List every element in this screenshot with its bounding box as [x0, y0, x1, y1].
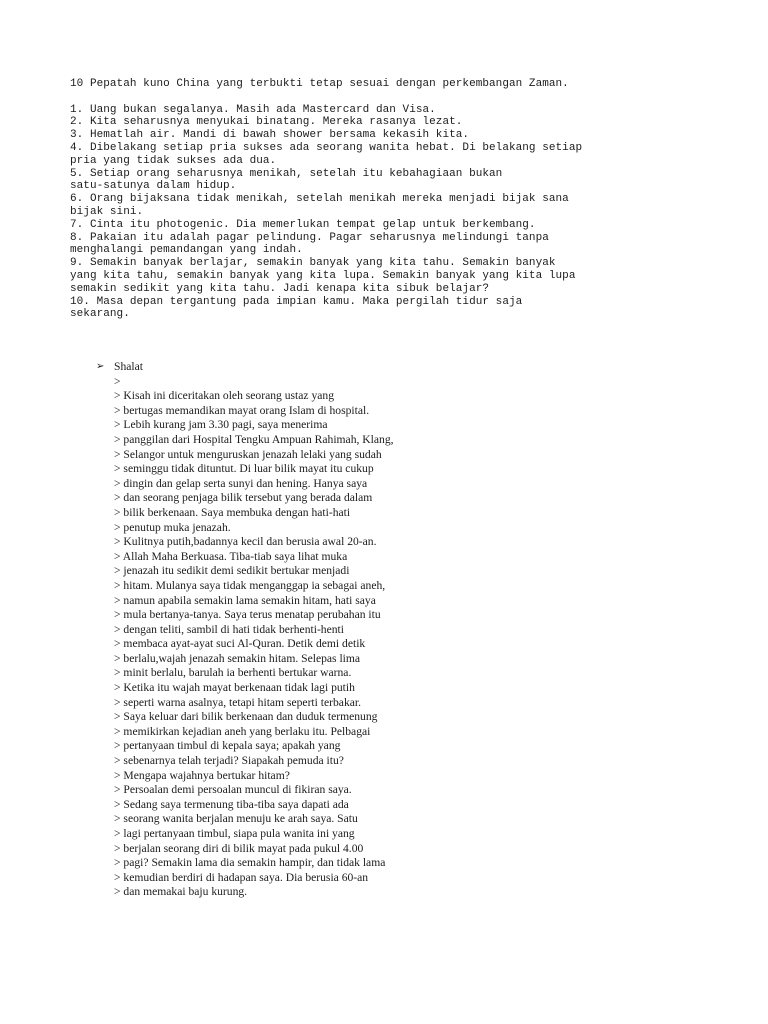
story-line: > mula bertanya-tanya. Saya terus menatap perubahan itu — [114, 608, 381, 622]
story-line: > hitam. Mulanya saya tidak menganggap ia sebagai aneh, — [114, 578, 386, 592]
story-text — [114, 375, 696, 900]
story-line: > dingin dan gelap serta sunyi dan hening. Hanya saya — [114, 476, 368, 490]
story-line: > Persoalan demi persoalan muncul di fikiran saya. — [114, 783, 352, 797]
story-line: > Allah Maha Berkuasa. Tiba-tiab saya lihat muka — [114, 549, 348, 563]
list-line: 1. Uang bukan segalanya. Masih ada Mastercard dan Visa. — [70, 103, 436, 116]
list-line: 8. Pakaian itu adalah pagar pelindung. Pagar seharusnya melindungi tanpa — [70, 231, 549, 244]
story-line: > berjalan seorang diri di bilik mayat pada pukul 4.00 — [114, 841, 364, 855]
story-line: > dan seorang penjaga bilik tersebut yang berada dalam — [114, 491, 373, 505]
story-line: > Mengapa wajahnya bertukar hitam? — [114, 768, 290, 782]
list-line: 5. Setiap orang seharusnya menikah, setelah itu kebahagiaan bukan — [70, 167, 503, 180]
story-line: > penutup muka jenazah. — [114, 520, 231, 534]
story-line: > panggilan dari Hospital Tengku Ampuan Rahimah, Klang, — [114, 432, 394, 446]
list-line: 4. Dibelakang setiap pria sukses ada seorang wanita hebat. Di belakang setiap — [70, 141, 583, 154]
list-line: menghalangi pemandangan yang indah. — [70, 244, 303, 257]
story-line: > jenazah itu sedikit demi sedikit bertukar menjadi — [114, 564, 350, 578]
proverbs-list — [70, 104, 710, 322]
story-line: > Selangor untuk menguruskan jenazah lelaki yang sudah — [114, 447, 382, 461]
list-line: bijak sini. — [70, 205, 144, 218]
story-line: > seorang wanita berjalan menuju ke arah saya. Satu — [114, 812, 358, 826]
story-line: > minit berlalu, barulah ia berhenti bertukar warna. — [114, 666, 352, 680]
proverbs-title: 10 Pepatah kuno China yang terbukti tetap sesuai dengan perkembangan Zaman. — [70, 78, 569, 90]
arrow-bullet-icon: ➢ — [96, 361, 105, 372]
list-line: 2. Kita seharusnya menyukai binatang. Mereka rasanya lezat. — [70, 116, 463, 129]
story-line: > Kisah ini diceritakan oleh seorang ustaz yang — [114, 389, 334, 403]
story-line: > bertugas memandikan mayat orang Islam di hospital. — [114, 403, 370, 417]
bullet-heading: Shalat — [114, 360, 143, 373]
list-line: sekarang. — [70, 308, 130, 321]
story-line: > seminggu tidak dituntut. Di luar bilik mayat itu cukup — [114, 462, 374, 476]
list-line: 10. Masa depan tergantung pada impian kamu. Maka pergilah tidur saja — [70, 295, 523, 308]
list-line: 3. Hematlah air. Mandi di bawah shower bersama kekasih kita. — [70, 129, 470, 142]
story-section — [96, 360, 696, 900]
story-line: > berlalu,wajah jenazah semakin hitam. Selepas lima — [114, 651, 361, 665]
story-line: > pertanyaan timbul di kepala saya; apakah yang — [114, 739, 341, 753]
story-line: > dengan teliti, sambil di hati tidak berhenti-henti — [114, 622, 344, 636]
list-line: 7. Cinta itu photogenic. Dia memerlukan tempat gelap untuk berkembang. — [70, 218, 536, 231]
story-line: > Kulitnya putih,badannya kecil dan berusia awal 20-an. — [114, 535, 377, 549]
story-line: > Lebih kurang jam 3.30 pagi, saya menerima — [114, 418, 328, 432]
story-line: > — [114, 374, 121, 388]
story-line: > seperti warna asalnya, tetapi hitam seperti terbakar. — [114, 695, 362, 709]
list-line: yang kita tahu, semakin banyak yang kita lupa. Semakin banyak yang kita lupa — [70, 269, 576, 282]
story-line: > sebenarnya telah terjadi? Siapakah pemuda itu? — [114, 754, 344, 768]
list-line: 6. Orang bijaksana tidak menikah, setelah menikah mereka menjadi bijak sana — [70, 193, 569, 206]
story-line: > Saya keluar dari bilik berkenaan dan duduk termenung — [114, 710, 378, 724]
list-line: 9. Semakin banyak berlajar, semakin banyak yang kita tahu. Semakin banyak — [70, 257, 556, 270]
story-line: > Sedang saya termenung tiba-tiba saya dapati ada — [114, 797, 349, 811]
list-line: semakin sedikit yang kita tahu. Jadi kenapa kita sibuk belajar? — [70, 282, 490, 295]
story-line: > memikirkan kejadian aneh yang berlaku itu. Pelbagai — [114, 724, 371, 738]
list-line: pria yang tidak sukses ada dua. — [70, 154, 277, 167]
proverbs-section — [70, 78, 710, 321]
story-line: > namun apabila semakin lama semakin hitam, hati saya — [114, 593, 376, 607]
story-line: > bilik berkenaan. Saya membuka dengan hati-hati — [114, 505, 351, 519]
story-line: > lagi pertanyaan timbul, siapa pula wanita ini yang — [114, 827, 355, 840]
bullet-heading-row — [96, 360, 696, 375]
story-line: > dan memakai baju kurung. — [114, 885, 248, 899]
story-line: > pagi? Semakin lama dia semakin hampir, dan tidak lama — [114, 856, 386, 870]
list-line: satu-satunya dalam hidup. — [70, 180, 237, 193]
story-line: > Ketika itu wajah mayat berkenaan tidak lagi putih — [114, 681, 355, 695]
story-line: > membaca ayat-ayat suci Al-Quran. Detik demi detik — [114, 637, 366, 651]
story-line: > kemudian berdiri di hadapan saya. Dia berusia 60-an — [114, 870, 369, 884]
